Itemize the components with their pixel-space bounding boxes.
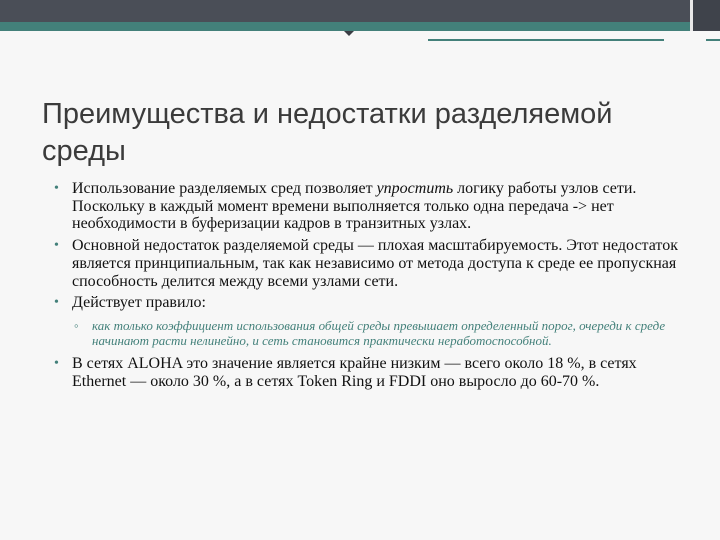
bullet-text-end: логику работы узлов сети. Поскольку в каждый момент времени выполняется только одна передача -> нет необходимости в буферизации кадров в транзитных узлах.	[72, 180, 637, 233]
bullet-marker: •	[54, 295, 59, 311]
bullet-item-2	[54, 237, 682, 290]
header-band-teal	[0, 22, 690, 31]
slide-title: Преимущества и недостатки разделяемой среды	[42, 98, 613, 167]
sub-bullet-text: как только коэффициент использования общей среды превышает определенный порог, очереди к среде начинают расти нелинейно, и сеть становится практически неработоспособной.	[92, 317, 666, 349]
bullet-text: Основной недостаток разделяемой среды — плохая масштабируемость. Этот недостаток является принципиальным, так как независимо от метода доступа к среде ее пропускная способность делится между всеми узлами сети.	[72, 237, 678, 290]
bullet-item-1	[54, 180, 682, 233]
sub-bullet-item	[54, 318, 682, 349]
accent-line	[428, 39, 664, 41]
header-band-dark	[0, 0, 690, 22]
bullet-text: В сетях ALOHA это значение является крайне низким — всего около 18 %, в сетях Ethernet — около 30 %, а в сетях Token Ring и FDDI оно выросло до 60-70 %.	[72, 354, 637, 390]
bullet-text-start: Использование разделяемых сред позволяет	[72, 180, 377, 197]
header-band-corner	[693, 0, 720, 31]
header-notch-marker	[344, 31, 354, 36]
bullet-marker: •	[54, 181, 59, 196]
bullet-text: Действует правило:	[72, 294, 206, 312]
bullet-item-3	[54, 294, 682, 312]
accent-line-right	[706, 39, 720, 41]
bullet-item-4	[54, 355, 682, 390]
bullet-marker: •	[54, 355, 59, 371]
sub-bullet-marker: ◦	[74, 317, 79, 333]
slide-body	[54, 180, 682, 394]
bullet-marker: •	[54, 238, 59, 254]
bullet-emphasis: упростить	[376, 180, 454, 197]
